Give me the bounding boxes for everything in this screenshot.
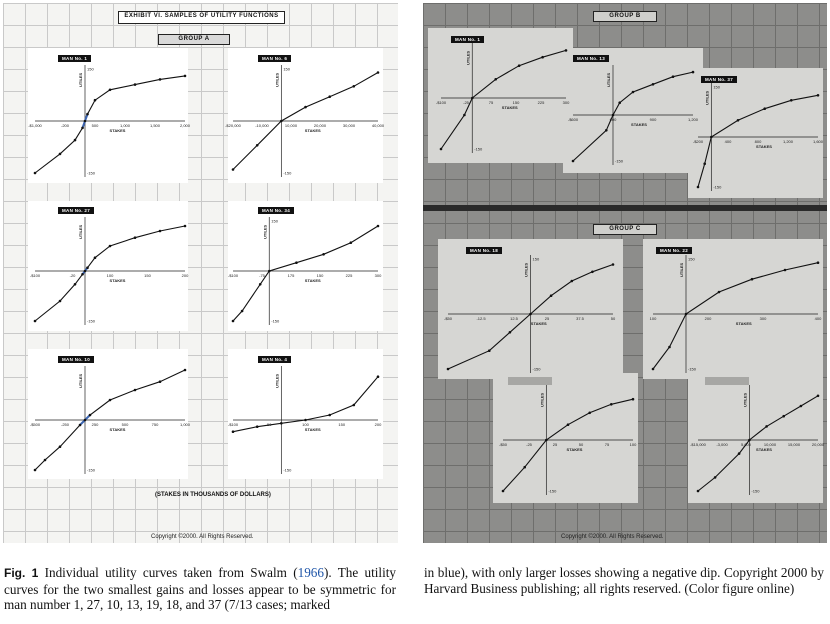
data-point <box>447 368 450 371</box>
y-axis-label: UTILES <box>274 373 280 388</box>
y-tick-label: -150 <box>283 170 292 176</box>
y-axis-label: UTILES <box>465 50 471 65</box>
x-tick-label: 300 <box>759 316 767 321</box>
x-tick-label: 100 <box>302 422 309 427</box>
caption-text-3: in blue), with only larger losses showing a negative dip. Copyright 2000 by Harvard Business publishing; all rights reserved. (Color figure online) <box>424 565 824 596</box>
data-point <box>328 95 331 98</box>
data-point <box>159 380 162 383</box>
x-axis-label: STAKES <box>109 427 126 432</box>
data-point <box>256 144 259 147</box>
data-point <box>565 49 568 52</box>
x-tick-label: -$200 <box>692 139 704 144</box>
data-point <box>612 114 615 117</box>
x-tick-label: -250 <box>60 422 70 427</box>
y-tick-label: -150 <box>548 488 557 494</box>
data-point <box>295 261 298 264</box>
x-tick-label: 150 <box>512 100 520 105</box>
y-tick-label: -150 <box>283 467 292 473</box>
data-point <box>74 283 77 286</box>
data-point <box>377 375 380 378</box>
data-point <box>81 127 84 130</box>
data-point <box>232 168 235 171</box>
data-point <box>471 97 474 100</box>
chart-title-r3: MAN No. 37 <box>701 76 737 83</box>
data-point <box>74 139 77 142</box>
y-tick-label: -150 <box>474 146 483 152</box>
data-point <box>86 266 89 269</box>
data-point <box>184 225 187 228</box>
chart-title-l1: MAN No. 1 <box>58 55 91 62</box>
y-tick-label: -150 <box>713 184 722 190</box>
x-tick-label: -75 <box>259 273 265 278</box>
chart-8 <box>568 65 699 165</box>
x-tick-label: 20,000 <box>313 123 327 128</box>
x-tick-label: -$50 <box>498 442 508 447</box>
y-tick-label: 150 <box>688 256 695 262</box>
x-tick-label: 1,000 <box>179 422 191 427</box>
data-point <box>463 114 466 117</box>
chart-2 <box>225 65 385 177</box>
y-tick-label: -150 <box>87 318 96 324</box>
data-point <box>784 269 787 272</box>
data-point <box>502 490 505 493</box>
data-point <box>34 469 37 472</box>
data-point <box>714 476 717 479</box>
left-charts-svg <box>3 3 398 543</box>
x-tick-label: 750 <box>151 422 159 427</box>
x-tick-label: -$20,000 <box>225 123 241 128</box>
x-tick-label: 225 <box>345 273 353 278</box>
x-axis-label: STAKES <box>756 447 772 452</box>
x-tick-label: 200 <box>374 422 382 427</box>
data-point <box>652 83 655 86</box>
chart-6 <box>228 366 382 474</box>
data-point <box>350 241 353 244</box>
x-tick-label: 10,000 <box>763 442 777 447</box>
chart-title-r1: MAN No. 1 <box>451 36 484 43</box>
data-point <box>567 423 570 426</box>
data-point <box>86 113 89 116</box>
x-tick-label: -10,000 <box>255 123 269 128</box>
data-point <box>790 99 793 102</box>
data-point <box>571 280 574 283</box>
chart-title-r5: MAN No. 22 <box>656 247 692 254</box>
x-tick-label: 300 <box>374 273 382 278</box>
data-point <box>159 230 162 233</box>
x-tick-label: 2,000 <box>179 123 191 128</box>
caption-col-left <box>4 565 396 613</box>
x-tick-label: 150 <box>316 273 324 278</box>
x-tick-label: -$100 <box>227 422 239 427</box>
y-tick-label: -150 <box>87 467 96 473</box>
data-point <box>440 148 443 151</box>
y-tick-label: -150 <box>271 318 280 324</box>
data-point <box>545 439 548 442</box>
x-tick-label: 1,200 <box>782 139 794 144</box>
y-tick-label: -150 <box>751 488 760 494</box>
x-axis-label: STAKES <box>530 321 547 326</box>
chart-title-l6: MAN No. 4 <box>258 356 291 363</box>
data-point <box>159 78 162 81</box>
utility-curve <box>233 226 378 321</box>
y-axis-label: UTILES <box>78 72 83 87</box>
x-tick-label: 50 <box>578 442 584 447</box>
x-tick-label: 1,600 <box>812 139 824 144</box>
chart-10 <box>444 255 616 373</box>
x-tick-label: 40,000 <box>371 123 385 128</box>
x-tick-label: 100 <box>629 442 637 447</box>
x-tick-label: -12.5 <box>476 316 486 321</box>
group-c-label: GROUP C <box>593 224 657 235</box>
x-tick-label: -$500 <box>29 422 41 427</box>
x-tick-label: 300 <box>562 100 570 105</box>
x-tick-label: 1,000 <box>119 123 131 128</box>
data-point <box>184 369 187 372</box>
x-tick-label: -3,000 <box>716 442 728 447</box>
data-point <box>697 186 700 189</box>
y-axis-label: UTILES <box>539 392 545 407</box>
data-point <box>612 263 615 266</box>
data-point <box>256 425 259 428</box>
x-tick-label: 175 <box>287 273 295 278</box>
data-point <box>134 389 137 392</box>
exhibit-left-panel <box>3 3 398 543</box>
data-point <box>304 106 307 109</box>
x-tick-label: 150 <box>144 273 151 278</box>
data-point <box>488 349 491 352</box>
y-tick-label: 150 <box>87 66 94 72</box>
y-axis-label: UTILES <box>704 90 710 105</box>
chart-5 <box>30 366 191 474</box>
data-point <box>84 419 87 422</box>
data-point <box>685 313 688 316</box>
chart-9 <box>693 83 824 191</box>
y-tick-label: 150 <box>283 66 291 72</box>
data-point <box>703 162 706 165</box>
x-axis-label: STAKES <box>109 278 126 283</box>
data-point <box>81 273 84 276</box>
data-point <box>494 78 497 81</box>
data-point <box>817 395 820 398</box>
data-point <box>94 99 97 102</box>
x-tick-label: -20 <box>69 273 76 278</box>
data-point <box>259 283 262 286</box>
x-tick-label: 30,000 <box>342 123 356 128</box>
x-axis-label: STAKES <box>304 278 321 283</box>
data-point <box>109 89 112 92</box>
x-tick-label: 900 <box>649 117 657 122</box>
data-point <box>59 300 62 303</box>
data-point <box>652 368 655 371</box>
data-point <box>800 405 803 408</box>
x-tick-label: 75 <box>488 100 494 105</box>
x-tick-label: -25 <box>526 442 532 447</box>
data-point <box>692 71 695 74</box>
data-point <box>59 445 62 448</box>
x-tick-label: 800 <box>754 139 762 144</box>
data-point <box>765 425 768 428</box>
x-tick-label: -$50 <box>443 316 453 321</box>
x-tick-label: 400 <box>814 316 822 321</box>
y-axis-label: UTILES <box>78 224 83 239</box>
chart-title-l3: MAN No. 27 <box>58 207 94 214</box>
data-point <box>34 320 37 323</box>
chart-4 <box>228 217 382 325</box>
data-point <box>588 412 591 415</box>
x-axis-label: STAKES <box>501 105 518 110</box>
data-point <box>523 466 526 469</box>
data-point <box>184 75 187 78</box>
x-tick-label: 50 <box>267 422 272 427</box>
data-point <box>328 414 331 417</box>
x-tick-label: 1,200 <box>687 117 699 122</box>
y-tick-label: -150 <box>688 366 697 372</box>
data-point <box>518 64 521 67</box>
x-tick-label: 250 <box>91 422 99 427</box>
data-point <box>134 83 137 86</box>
data-point <box>79 424 82 427</box>
chart-13 <box>690 385 825 495</box>
data-point <box>59 153 62 156</box>
caption-text-1: Individual utility curves taken from Swalm ( <box>38 565 298 580</box>
data-point <box>280 120 283 123</box>
x-tick-label: 5,000 <box>740 442 752 447</box>
x-tick-label: 50 <box>610 316 616 321</box>
group-b-label: GROUP B <box>593 11 657 22</box>
y-tick-label: -150 <box>615 158 624 164</box>
data-point <box>737 119 740 122</box>
exhibit-right-panel <box>423 3 827 543</box>
x-tick-label: 150 <box>338 422 346 427</box>
x-tick-label: -25 <box>463 100 469 105</box>
chart-7 <box>436 43 570 153</box>
x-tick-label: -$15,000 <box>690 442 706 447</box>
data-point <box>529 313 532 316</box>
y-tick-label: -150 <box>87 170 96 176</box>
x-tick-label: 25 <box>552 442 558 447</box>
data-point <box>84 270 87 273</box>
x-tick-label: 600 <box>609 117 617 122</box>
data-point <box>377 225 380 228</box>
x-axis-label: STAKES <box>735 321 752 326</box>
x-tick-label: 200 <box>704 316 712 321</box>
data-point <box>232 430 235 433</box>
x-tick-label: 12.5 <box>510 316 518 321</box>
x-tick-label: -$100 <box>29 273 41 278</box>
data-point <box>89 414 92 417</box>
caption-text-2: ). The utility curves for the two smallest gains and losses appear to be symmetric for man number 1, 27, 10, 13, 19, 18, and 37 (7/13 cases; marked <box>4 565 396 613</box>
data-point <box>632 91 635 94</box>
x-tick-label: 37.5 <box>576 316 584 321</box>
data-point <box>509 331 512 334</box>
x-tick-label: 225 <box>537 100 545 105</box>
right-charts-svg <box>423 3 827 543</box>
y-axis-label: UTILES <box>606 72 611 87</box>
stakes-note: (STAKES IN THOUSANDS OF DOLLARS) <box>155 492 271 498</box>
citation-link[interactable]: 1966 <box>297 565 324 580</box>
x-axis-label: STAKES <box>566 447 583 452</box>
data-point <box>605 129 608 132</box>
data-point <box>751 278 754 281</box>
utility-curve <box>573 72 693 161</box>
x-tick-label: -$1,000 <box>28 123 42 128</box>
y-axis-label: UTILES <box>78 373 83 388</box>
x-axis-label: STAKES <box>631 122 647 127</box>
data-point <box>353 404 356 407</box>
x-axis-label: STAKES <box>304 128 321 133</box>
y-tick-label: 150 <box>713 84 721 90</box>
chart-11 <box>650 255 822 373</box>
data-point <box>84 120 87 123</box>
data-point <box>353 85 356 88</box>
data-point <box>672 75 675 78</box>
y-tick-label: -150 <box>532 366 541 372</box>
x-tick-label: 100 <box>106 273 114 278</box>
data-point <box>241 310 244 313</box>
x-tick-label: 25 <box>544 316 550 321</box>
data-point <box>748 439 751 442</box>
data-point <box>632 398 635 401</box>
data-point <box>572 160 575 163</box>
data-point <box>618 101 621 104</box>
x-axis-label: STAKES <box>304 427 321 432</box>
chart-title-r2: MAN No. 13 <box>573 55 609 62</box>
copyright-right: Copyright ©2000. All Rights Reserved. <box>561 534 664 540</box>
y-axis-label: UTILES <box>523 262 529 277</box>
data-point <box>94 256 97 259</box>
data-point <box>304 419 307 422</box>
data-point <box>232 320 235 323</box>
data-point <box>668 346 671 349</box>
data-point <box>268 270 271 273</box>
utility-curve <box>441 50 566 149</box>
x-tick-label: 1,500 <box>149 123 161 128</box>
chart-12 <box>499 385 637 495</box>
data-point <box>738 452 741 455</box>
x-tick-label: 15,000 <box>787 442 801 447</box>
chart-1 <box>28 65 191 177</box>
data-point <box>763 107 766 110</box>
x-tick-label: -200 <box>60 123 70 128</box>
utility-curve <box>653 263 818 369</box>
x-axis-label: STAKES <box>109 128 126 133</box>
data-point <box>541 56 544 59</box>
data-point <box>377 71 380 74</box>
x-tick-label: 20,000 <box>811 442 825 447</box>
x-tick-label: 500 <box>91 123 99 128</box>
x-tick-label: 100 <box>649 316 657 321</box>
chart-3 <box>30 217 189 325</box>
y-axis-label: UTILES <box>262 224 268 239</box>
data-point <box>280 422 283 425</box>
y-axis-label: UTILES <box>742 392 748 407</box>
x-tick-label: 10,000 <box>284 123 298 128</box>
data-point <box>817 94 820 97</box>
utility-curve <box>503 399 633 491</box>
data-point <box>134 236 137 239</box>
y-tick-label: 150 <box>271 218 278 224</box>
data-point <box>34 172 37 175</box>
x-tick-label: 500 <box>121 422 129 427</box>
x-tick-label: 400 <box>724 139 732 144</box>
chart-title-l4: MAN No. 34 <box>258 207 294 214</box>
data-point <box>718 291 721 294</box>
chart-title-r4: MAN No. 18 <box>466 247 502 254</box>
data-point <box>550 294 553 297</box>
data-point <box>109 399 112 402</box>
data-point <box>710 136 713 139</box>
x-tick-label: -$600 <box>567 117 579 122</box>
x-tick-label: -$100 <box>227 273 239 278</box>
exhibit-title: EXHIBIT VI. SAMPLES OF UTILITY FUNCTIONS <box>118 11 285 24</box>
x-axis-label: STAKES <box>756 144 772 149</box>
data-point <box>817 261 820 264</box>
data-point <box>44 459 47 462</box>
group-a-label: GROUP A <box>158 34 230 45</box>
data-point <box>109 245 112 248</box>
x-tick-label: -$100 <box>435 100 447 105</box>
data-point <box>322 253 325 256</box>
chart-title-l2: MAN No. 6 <box>258 55 291 62</box>
x-tick-label: 75 <box>604 442 610 447</box>
figure-label: Fig. 1 <box>4 566 39 580</box>
copyright-left: Copyright ©2000. All Rights Reserved. <box>151 534 254 540</box>
y-tick-label: 150 <box>532 256 540 262</box>
data-point <box>782 415 785 418</box>
x-tick-label: 200 <box>181 273 189 278</box>
y-axis-label: UTILES <box>679 262 684 277</box>
chart-title-l5: MAN No. 10 <box>58 356 94 363</box>
data-point <box>610 403 613 406</box>
caption-col-right <box>424 565 824 596</box>
y-axis-label: UTILES <box>274 72 280 87</box>
data-point <box>591 271 594 274</box>
data-point <box>697 490 700 493</box>
